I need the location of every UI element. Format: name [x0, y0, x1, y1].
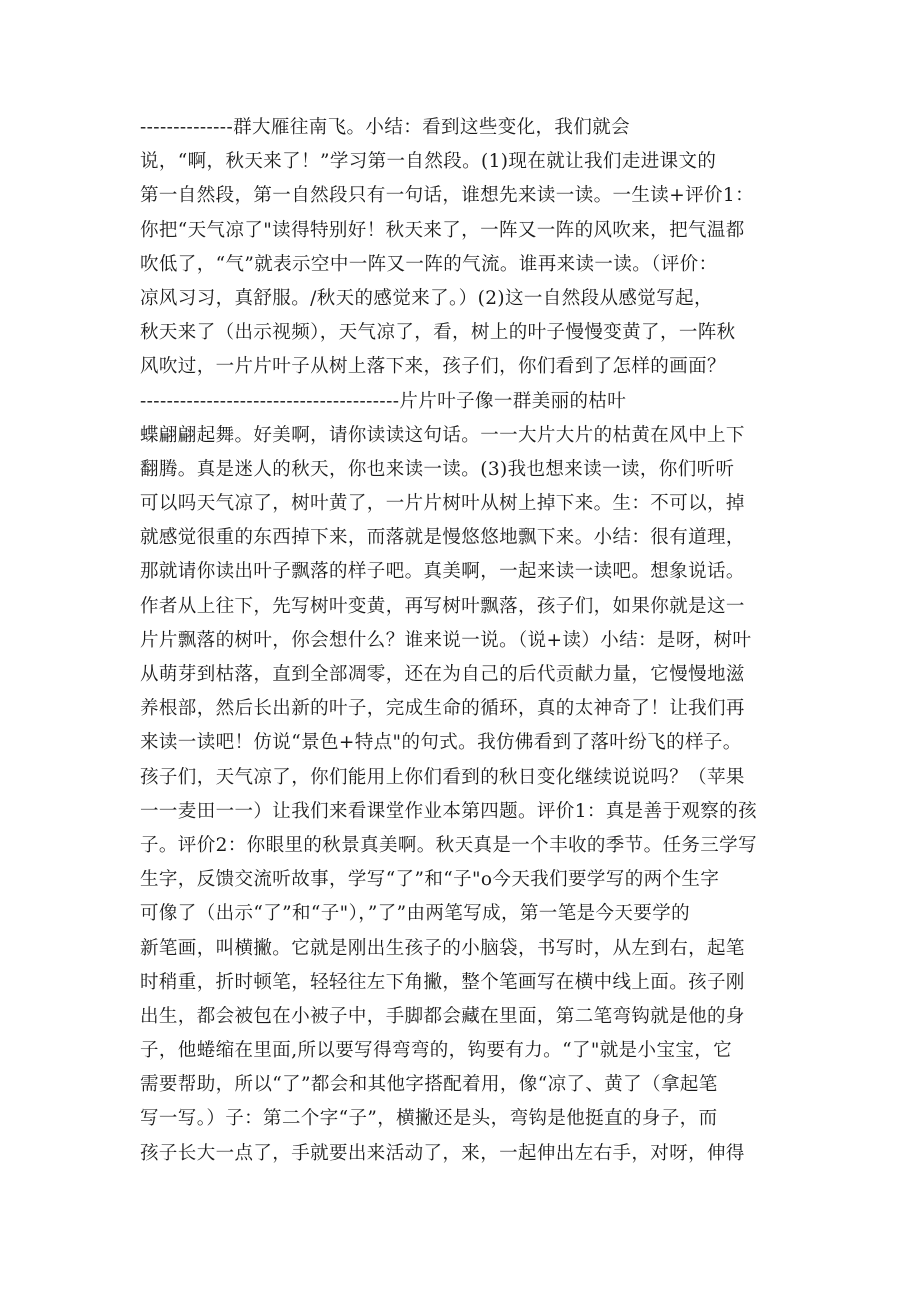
text-line-22: 子。评价2：你眼里的秋景真美啊。秋天真是一个丰收的季节。任务三学写 — [140, 834, 757, 856]
text-line-16: 片片飘落的树叶，你会想什么？谁来说一说。（说+读）小结：是呀，树叶 — [140, 629, 752, 651]
text-line-28: 子，他蜷缩在里面,所以要写得弯弯的，钩要有力。“了"就是小宝宝，它 — [140, 1040, 733, 1062]
text-line-5: 吹低了，“气”就表示空中一阵又一阵的气流。谁再来读一读。（评价： — [140, 253, 718, 275]
text-line-8: 风吹过，一片片叶子从树上落下来，孩子们，你们看到了怎样的画面？ — [140, 356, 726, 378]
text-line-4: 你把“天气凉了"读得特别好！秋天来了，一阵又一阵的风吹来，把气温都 — [140, 219, 745, 241]
text-line-17: 从萌芽到枯落，直到全部凋零，还在为自己的后代贡献力量，它慢慢地滋 — [140, 664, 745, 685]
text-line-26: 时稍重，折时顿笔，轻轻往左下角撇，整个笔画写在横中线上面。孩子刚 — [140, 971, 745, 993]
text-line-30: 写一写。）子：第二个字“子”，横撇还是头，弯钩是他挺直的身子，而 — [140, 1108, 718, 1130]
text-line-19: 来读一读吧！仿说“景色+特点"的句式。我仿佛看到了落叶纷飞的样子。 — [140, 732, 742, 754]
text-line-1: --------------群大雁往南飞。小结：看到这些变化，我们就会 — [140, 117, 631, 138]
text-line-21: 一一麦田一一）让我们来看课堂作业本第四题。评价1：真是善于观察的孩 — [140, 800, 757, 822]
text-line-3: 第一自然段，第一自然段只有一句话，谁想先来读一读。一生读+评价1： — [140, 185, 754, 207]
text-line-18: 养根部，然后长出新的叶子，完成生命的循环，真的太神奇了！让我们再 — [140, 698, 745, 720]
text-line-24: 可像了（出示“了”和“子"），”了”由两笔写成，第一笔是今天要学的 — [140, 903, 691, 925]
text-line-10: 蝶翩翩起舞。好美啊，请你读读这句话。一一大片大片的枯黄在风中上下 — [140, 424, 745, 446]
text-line-23: 生字，反馈交流听故事，学写“了”和“子"o今天我们要学写的两个生字 — [140, 869, 720, 891]
text-line-11: 翻腾。真是迷人的秋天，你也来读一读。(3)我也想来读一读，你们听听 — [140, 458, 735, 480]
text-line-2: 说，“啊，秋天来了！”学习第一自然段。(1)现在就让我们走进课文的 — [140, 151, 717, 173]
body-text — [140, 111, 788, 1171]
text-line-31: 孩子长大一点了，手就要出来活动了，来，一起伸出左右手，对呀，伸得 — [140, 1142, 745, 1164]
text-line-6: 凉风习习，真舒服。/秋天的感觉来了。）(2)这一自然段从感觉写起， — [140, 287, 713, 309]
text-line-13: 就感觉很重的东西掉下来，而落就是慢悠悠地飘下来。小结：很有道理， — [140, 527, 745, 549]
text-line-29: 需要帮助，所以“了”都会和其他字搭配着用，像“凉了、黄了（拿起笔 — [140, 1074, 718, 1096]
text-line-20: 孩子们，天气凉了，你们能用上你们看到的秋日变化继续说说吗？（苹果 — [140, 766, 745, 788]
text-line-12: 可以吗天气凉了，树叶黄了，一片片树叶从树上掉下来。生：不可以，掉 — [140, 493, 745, 515]
text-line-27: 出生，都会被包在小被子中，手脚都会藏在里面，第二笔弯钩就是他的身 — [140, 1005, 745, 1027]
text-line-9: ---------------------------------------片片叶子像一群美丽的枯叶 — [140, 390, 627, 412]
text-line-15: 作者从上往下，先写树叶变黄，再写树叶飘落，孩子们，如果你就是这一 — [140, 595, 745, 617]
text-line-7: 秋天来了（出示视频），天气凉了，看，树上的叶子慢慢变黄了，一阵秋 — [140, 322, 736, 344]
text-line-25: 新笔画，叫横撇。它就是刚出生孩子的小脑袋，书写时，从左到右，起笔 — [140, 937, 745, 959]
text-line-14: 那就请你读出叶子飘落的样子吧。真美啊，一起来读一读吧。想象说话。 — [140, 561, 745, 583]
